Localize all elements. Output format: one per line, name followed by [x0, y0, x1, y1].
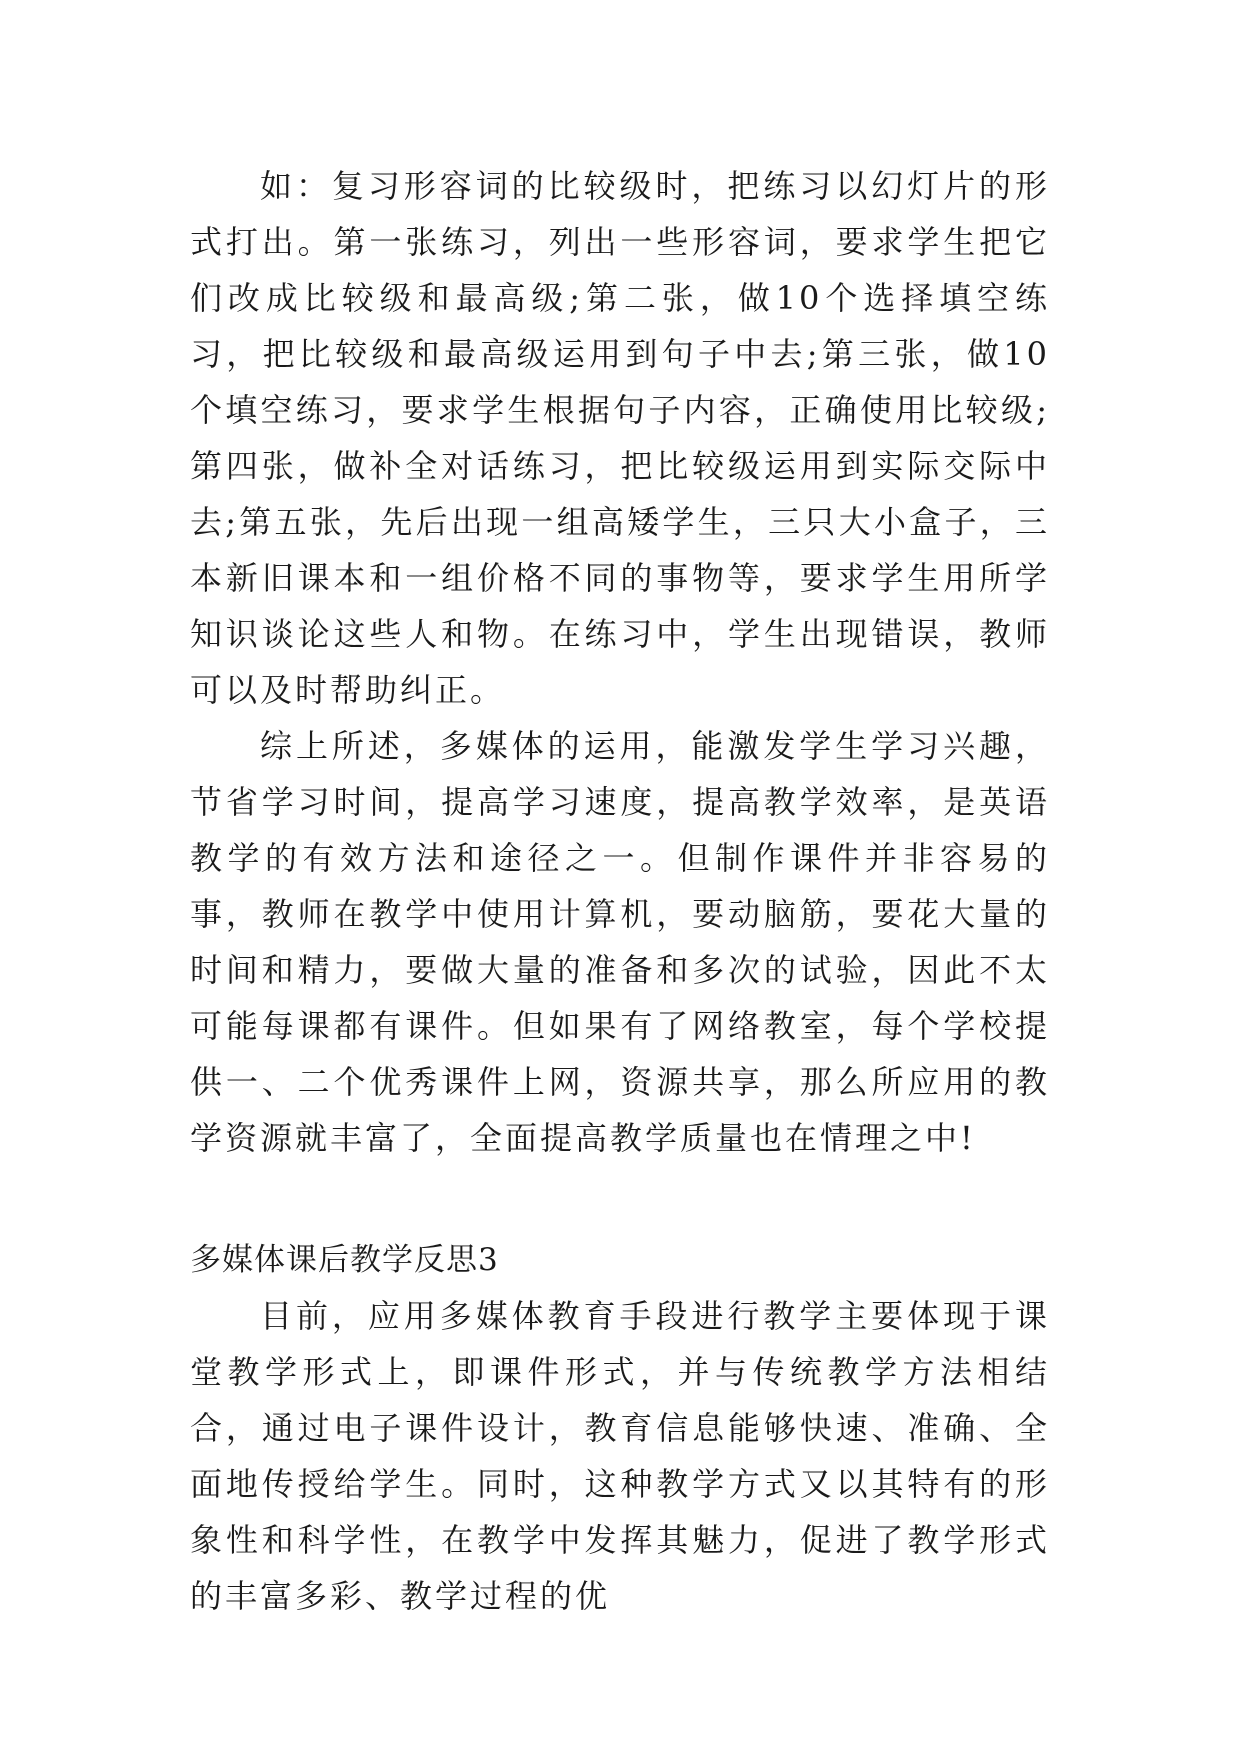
paragraph-comparative-exercises: 如：复习形容词的比较级时，把练习以幻灯片的形式打出。第一张练习，列出一些形容词，要求学生把它们改成比较级和最高级;第二张，做10个选择填空练习，把比较级和最高级运用到句子中去;第三张，做10个填空练习，要求学生根据句子内容，正确使用比较级;第四张，做补全对话练习，把比较级运用到实际交际中去;第五张，先后出现一组高矮学生，三只大小盒子，三本新旧课本和一组价格不同的事物等，要求学生用所学知识谈论这些人和物。在练习中，学生出现错误，教师可以及时帮助纠正。: [190, 167, 1050, 709]
paragraph-section-intro: 目前，应用多媒体教育手段进行教学主要体现于课堂教学形式上，即课件形式，并与传统教学方法相结合，通过电子课件设计，教育信息能够快速、准确、全面地传授给学生。同时，这种教学方式又以其特有的形象性和科学性，在教学中发挥其魅力，促进了教学形式的丰富多彩、教学过程的优: [190, 1297, 1050, 1615]
paragraph-summary: 综上所述，多媒体的运用，能激发学生学习兴趣，节省学习时间，提高学习速度，提高教学效率，是英语教学的有效方法和途径之一。但制作课件并非容易的事，教师在教学中使用计算机，要动脑筋，要花大量的时间和精力，要做大量的准备和多次的试验，因此不太可能每课都有课件。但如果有了网络教室，每个学校提供一、二个优秀课件上网，资源共享，那么所应用的教学资源就丰富了，全面提高教学质量也在情理之中!: [190, 727, 1050, 1157]
document-body: [190, 158, 1050, 1624]
section-title: 多媒体课后教学反思3: [190, 1242, 499, 1278]
